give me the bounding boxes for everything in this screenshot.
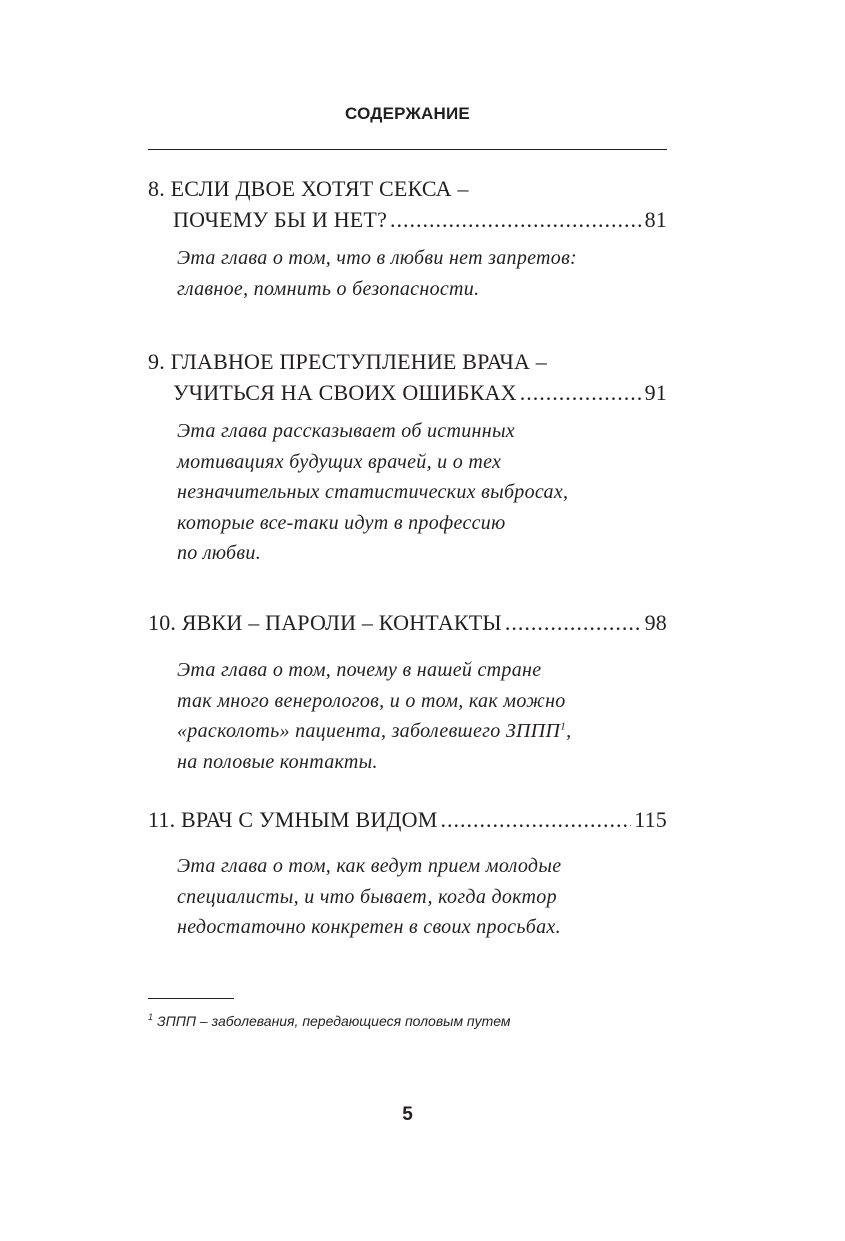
header-divider [148,149,667,150]
description-line: по любви. [177,542,261,564]
entry-title-text: УЧИТЬСЯ НА СВОИХ ОШИБКАХ [173,380,517,405]
description-line: Эта глава о том, почему в нашей стране [177,659,542,681]
entry-title [148,173,667,235]
page-ref[interactable]: 81 [644,207,667,232]
toc-entry-10 [148,607,667,777]
entry-title-line-1 [148,804,667,835]
description-line: Эта глава о том, что в любви нет запретов: [177,247,578,269]
description-line: мотивациях будущих врачей, и о тех [177,450,502,473]
description-line: Эта глава о том, как ведут прием молодые [177,855,562,877]
entry-title [148,607,667,638]
description-line: главное, помнить о безопасности. [177,277,480,300]
description-line: которые все-таки идут в профессию [177,511,506,534]
entry-title-text: 10. ЯВКИ – ПАРОЛИ – КОНТАКТЫ [148,610,502,635]
description-line: так много венерологов, и о том, как можно [177,689,566,712]
description-text: «расколоть» пациента, заболевшего ЗППП [177,720,561,742]
entry-description [148,416,667,569]
toc-entry-8 [148,173,667,304]
entry-title-line-2 [148,204,667,235]
description-line: специалисты, и что бывает, когда доктор [177,885,557,908]
description-line: Эта глава рассказывает об истинных [177,420,515,442]
dot-leader [505,607,642,638]
entry-title-text: 11. ВРАЧ С УМНЫМ ВИДОМ [148,807,438,832]
page-ref[interactable]: 91 [644,380,667,405]
description-line: на половые контакты. [177,750,378,773]
entry-title-line-2 [148,377,667,408]
entry-description [148,851,667,943]
entry-title-line-1 [148,607,667,638]
entry-description [148,243,667,304]
punctuation: , [566,720,572,742]
description-line [177,716,667,747]
dot-leader [390,204,642,235]
footnote-text: ЗППП – заболевания, передающиеся половым путем [157,1013,511,1029]
page-ref[interactable]: 98 [644,610,667,635]
page-ref[interactable]: 115 [634,807,667,832]
footnote [148,1013,511,1029]
page-number: 5 [402,1104,413,1125]
entry-description [148,655,667,777]
dot-leader [520,377,642,408]
footnote-marker[interactable]: 1 [560,720,567,733]
description-line: недостаточно конкретен в своих просьбах. [177,916,561,938]
section-header: СОДЕРЖАНИЕ [345,104,470,123]
dot-leader [441,804,632,835]
entry-title-text: ПОЧЕМУ БЫ И НЕТ? [173,207,388,232]
entry-title [148,346,667,408]
entry-title-line-1: 9. ГЛАВНОЕ ПРЕСТУПЛЕНИЕ ВРАЧА – [148,349,547,374]
toc-entry-11 [148,804,667,943]
description-line: незначительных статистических выбросах, [177,481,569,503]
footnote-divider [148,998,234,999]
entry-title [148,804,667,835]
entry-title-line-1: 8. ЕСЛИ ДВОЕ ХОТЯТ СЕКСА – [148,176,469,201]
toc-entry-9 [148,346,667,569]
footnote-marker: 1 [148,1012,154,1023]
